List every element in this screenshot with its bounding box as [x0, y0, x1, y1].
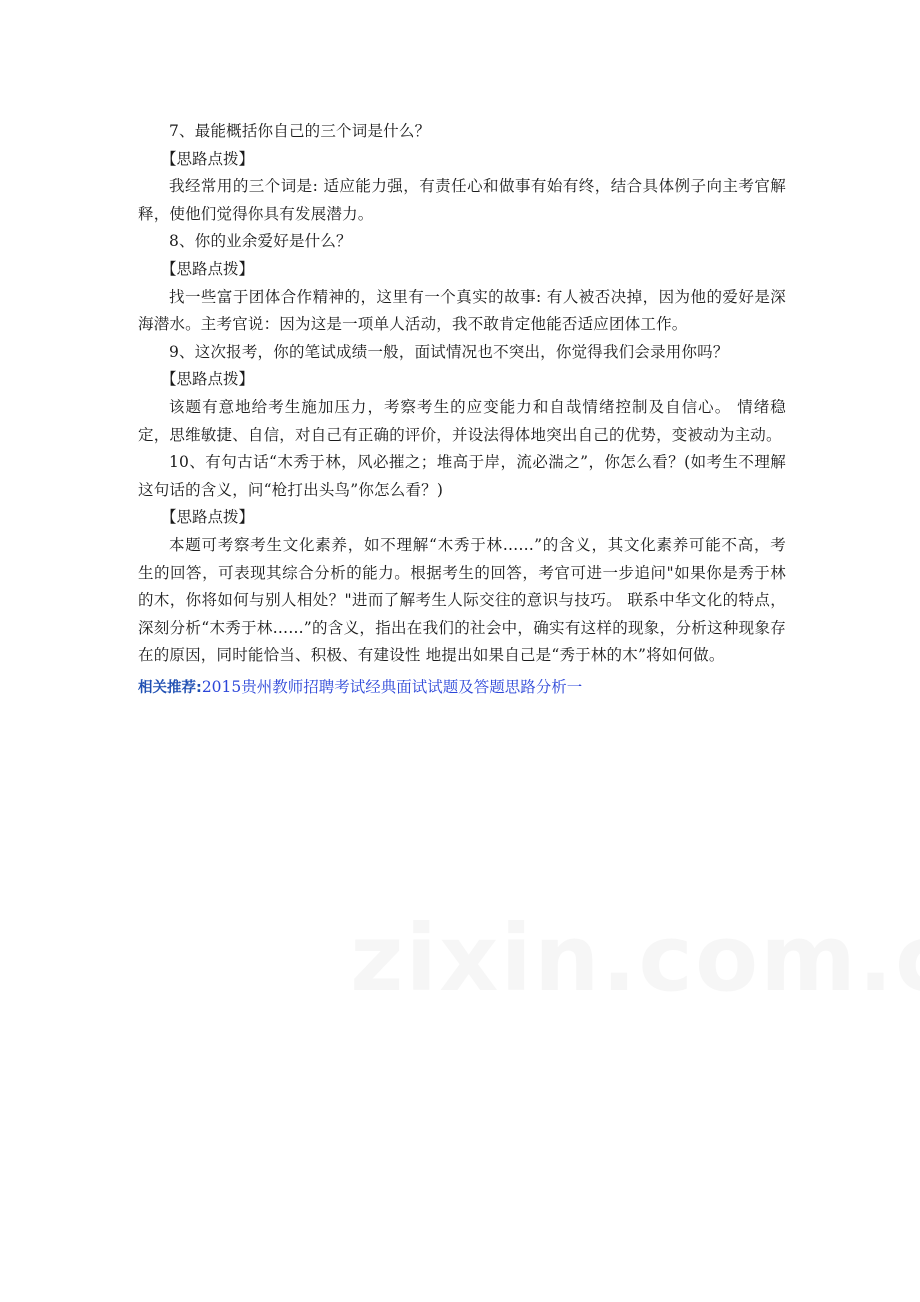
tip-heading-10: 【思路点拨】 — [161, 508, 255, 527]
document-body — [138, 118, 786, 702]
related-link[interactable]: 2015贵州教师招聘考试经典面试试题及答题思路分析一 — [201, 677, 583, 696]
tip-heading-9: 【思路点拨】 — [161, 370, 255, 389]
answer-7: 我经常用的三个词是: 适应能力强，有责任心和做事有始有终，结合具体例子向主考官解释，使他们觉得你具有发展潜力。 — [138, 177, 786, 223]
tip-heading-8: 【思路点拨】 — [161, 259, 255, 278]
answer-10: 本题可考察考生文化素养，如不理解“木秀于林……”的含义，其文化素养可能不高，考 生的回答，可表现其综合分析的能力。根据考生的回答，考官可进一步追问"如果你是秀于林的木，你将如何与别人相处？"进而了解考生人际交往的意识与技巧。 联系中华文化的特点，深刻分析“木秀于林…...”的含义，指出在我们的社会中，确实有这样的现象，分析这种现象存在的原因，同时能恰当、积极、有建设性 地提出如果自己是“秀于林的木”将如何做。 — [138, 535, 786, 665]
related-recommendation — [138, 674, 786, 703]
related-label: 相关推荐: — [138, 679, 202, 696]
question-9: 9、这次报考，你的笔试成绩一般，面试情况也不突出，你觉得我们会录用你吗？ — [169, 342, 729, 361]
watermark — [350, 905, 920, 1012]
question-10: 10、有句古话“木秀于林，风必摧之；堆高于岸，流必湍之”，你怎么看？(如考生不理解这句话的含义，问“枪打出头鸟”你怎么看？) — [138, 453, 786, 499]
question-8: 8、你的业余爱好是什么？ — [169, 232, 352, 251]
tip-heading-7: 【思路点拨】 — [161, 149, 255, 168]
answer-8: 找一些富于团体合作精神的，这里有一个真实的故事: 有人被否决掉，因为他的爱好是深海潜水。主考官说：因为这是一项单人活动，我不敢肯定他能否适应团体工作。 — [138, 287, 786, 334]
question-7: 7、最能概括你自己的三个词是什么？ — [169, 122, 431, 140]
answer-9: 该题有意地给考生施加压力，考察考生的应变能力和自哉情绪控制及自信心。 情绪稳定，思维敏捷、自信，对自己有正确的评价，并设法得体地突出自己的优势，变被动为主动。 — [138, 397, 786, 444]
